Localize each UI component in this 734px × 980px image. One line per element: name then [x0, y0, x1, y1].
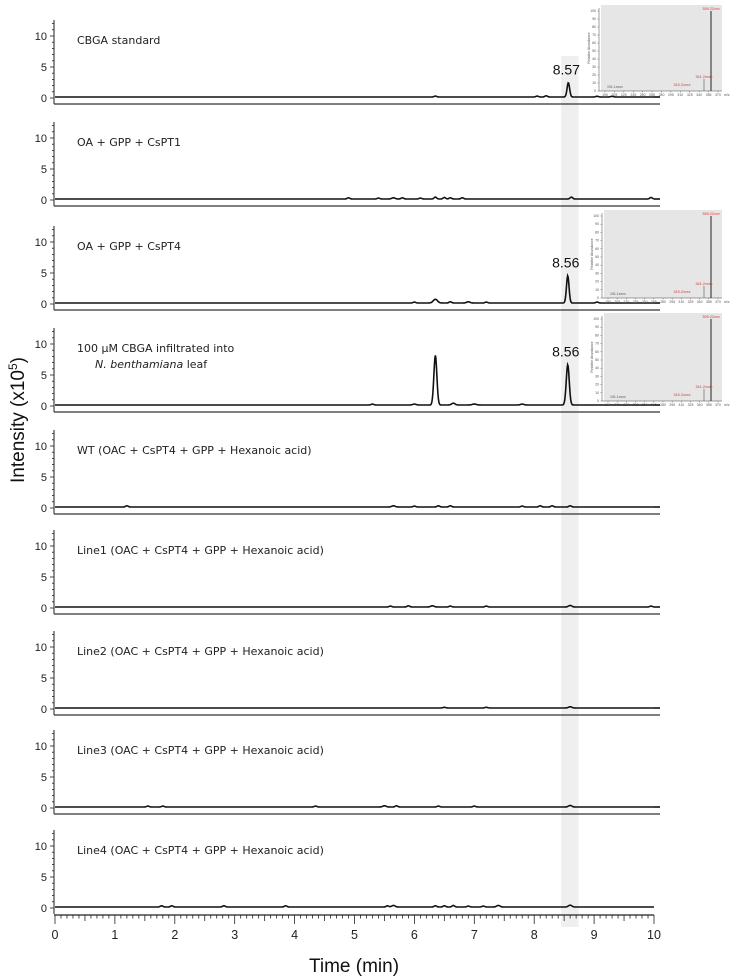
x-tick-label: 8: [530, 928, 538, 942]
peak-retention-label: 8.57: [552, 61, 580, 78]
inset-x-tick-label: 295: [667, 93, 674, 97]
inset-y-tick-label: 90: [595, 222, 599, 227]
y-tick-label: 5: [40, 872, 47, 884]
y-tick-label: 0: [40, 603, 47, 615]
inset-x-tick-label: 340: [696, 300, 703, 304]
inset-x-tick-label: 235: [632, 300, 639, 304]
inset-x-tick-label: 325: [687, 300, 694, 304]
inset-x-tick-label: 265: [650, 403, 657, 407]
inset-y-tick-label: 40: [595, 263, 599, 268]
inset-secondary-peak-label: 341.2xxxx: [695, 282, 713, 286]
x-tick-label: 7: [470, 928, 478, 942]
peak-retention-label: 8.56: [552, 254, 580, 271]
inset-x-tick-label: 310: [678, 403, 685, 407]
inset-x-tick-label: 220: [623, 403, 630, 407]
peak-retention-label: 8.56: [552, 343, 580, 360]
inset-y-tick-label: 10: [595, 287, 599, 292]
y-tick-label: 0: [40, 195, 47, 207]
chromatogram-panels: [35, 5, 730, 915]
inset-x-tick-label: 190: [602, 93, 608, 97]
y-tick-label: 0: [40, 401, 47, 413]
x-tick-label: 9: [590, 928, 598, 942]
inset-y-tick-label: 70: [595, 341, 599, 346]
inset-x-tick-label: 265: [650, 300, 657, 304]
y-tick-label: 10: [34, 237, 47, 249]
y-tick-label: 10: [34, 133, 47, 145]
inset-x-tick-label: 250: [639, 93, 646, 97]
inset-x-tick-label: 325: [687, 403, 694, 407]
inset-x-tick-label: 295: [669, 403, 676, 407]
y-tick-label: 10: [34, 31, 47, 43]
y-tick-label: 5: [40, 772, 47, 784]
x-tick-label: 5: [351, 928, 358, 942]
inset-y-tick-label: 60: [595, 246, 599, 251]
inset-x-tick-label: 190: [605, 300, 611, 304]
inset-x-tick-label: 355: [705, 300, 712, 304]
panel-1: [35, 20, 660, 105]
x-tick-label: 0: [51, 928, 59, 942]
inset-y-axis-title: Relative Abundance: [590, 238, 594, 270]
inset-x-tick-label: 340: [696, 93, 703, 97]
y-tick-label: 5: [40, 62, 47, 74]
inset-y-axis-title: Relative Abundance: [587, 32, 591, 64]
y-tick-label: 10: [34, 339, 47, 351]
y-tick-label: 5: [40, 572, 47, 584]
sample-label: Line1 (OAC + CsPT4 + GPP + Hexanoic acid): [77, 544, 324, 557]
sample-label-line2: N. benthamiana leaf: [95, 358, 208, 371]
sample-label: Line3 (OAC + CsPT4 + GPP + Hexanoic acid): [77, 744, 324, 757]
inset-y-tick-label: 60: [592, 41, 596, 45]
inset-y-tick-label: 0: [597, 296, 599, 300]
inset-y-tick-label: 60: [595, 349, 599, 354]
inset-secondary-peak-label: 341.2xxxx: [695, 75, 713, 79]
inset-x-tick-label: 310: [677, 93, 684, 97]
y-tick-label: 5: [40, 472, 47, 484]
inset-x-tick-label: 370: [715, 93, 721, 97]
inset-y-tick-label: 70: [592, 33, 596, 37]
inset-main-peak-label: 359.22xxx: [702, 315, 720, 319]
inset-y-tick-label: 100: [593, 214, 599, 218]
inset-low-mass-label: 191.1xxxx: [607, 85, 623, 89]
inset-x-tick-label: 250: [641, 300, 648, 304]
sample-label: WT (OAC + CsPT4 + GPP + Hexanoic acid): [77, 444, 312, 457]
inset-x-tick-label: 370: [715, 403, 721, 407]
inset-y-tick-label: 80: [592, 25, 596, 29]
inset-y-tick-label: 70: [595, 238, 599, 243]
inset-y-tick-label: 100: [590, 9, 596, 13]
sample-label: CBGA standard: [77, 34, 161, 47]
inset-y-tick-label: 90: [595, 325, 599, 330]
y-tick-label: 10: [34, 841, 47, 853]
y-tick-label: 0: [40, 903, 47, 915]
inset-x-tick-label: 355: [705, 93, 712, 97]
y-tick-label: 0: [40, 93, 47, 105]
y-tick-label: 10: [34, 741, 47, 753]
inset-x-tick-label: 220: [623, 300, 630, 304]
inset-x-tick-label: 235: [632, 403, 639, 407]
inset-y-tick-label: 80: [595, 230, 599, 235]
y-tick-label: 5: [40, 164, 47, 176]
inset-y-tick-label: 50: [595, 358, 599, 362]
inset-main-peak-label: 359.22xxx: [702, 7, 720, 11]
inset-y-tick-label: 10: [595, 390, 599, 395]
ms-spectrum-inset-3: [590, 313, 730, 407]
inset-y-tick-label: 40: [595, 366, 599, 371]
inset-x-tick-label: 205: [614, 300, 621, 304]
x-tick-label: 10: [647, 928, 661, 942]
inset-x-tick-label: 250: [641, 403, 648, 407]
inset-y-tick-label: 30: [595, 374, 599, 379]
inset-x-axis-title: m/z: [724, 300, 730, 304]
inset-x-tick-label: 220: [620, 93, 627, 97]
highlight-band: [561, 56, 578, 927]
sample-label: Line4 (OAC + CsPT4 + GPP + Hexanoic acid): [77, 844, 324, 857]
inset-y-tick-label: 80: [595, 333, 599, 338]
inset-x-tick-label: 280: [660, 300, 666, 304]
y-tick-label: 10: [34, 541, 47, 553]
retention-time-band: [561, 56, 578, 927]
inset-x-tick-label: 295: [669, 300, 676, 304]
y-tick-label: 0: [40, 503, 47, 515]
panel-9: [35, 830, 654, 915]
inset-x-tick-label: 310: [678, 300, 685, 304]
inset-y-tick-label: 20: [592, 73, 596, 77]
y-tick-label: 5: [40, 268, 47, 280]
sample-label: OA + GPP + CsPT4: [77, 240, 181, 253]
inset-y-tick-label: 50: [592, 49, 596, 53]
y-tick-label: 0: [40, 803, 47, 815]
inset-x-axis-title: m/z: [724, 403, 730, 407]
inset-x-tick-label: 340: [696, 403, 703, 407]
sample-label: Line2 (OAC + CsPT4 + GPP + Hexanoic acid): [77, 645, 324, 658]
inset-y-tick-label: 20: [595, 382, 599, 387]
x-tick-label: 2: [171, 928, 179, 942]
y-tick-label: 10: [34, 642, 47, 654]
inset-y-axis-title: Relative Abundance: [590, 341, 594, 373]
inset-x-axis-title: m/z: [724, 93, 730, 97]
y-axis-title: Intensity $(x10^5)$: [6, 356, 29, 484]
inset-y-tick-label: 100: [593, 317, 599, 321]
inset-tertiary-peak-label: 315.2xxxx: [673, 393, 691, 397]
y-tick-label: 5: [40, 673, 47, 685]
sample-label: OA + GPP + CsPT1: [77, 136, 181, 149]
inset-y-tick-label: 90: [592, 17, 596, 21]
inset-x-tick-label: 235: [630, 93, 637, 97]
x-tick-label: 4: [291, 928, 299, 942]
x-tick-label: 6: [410, 928, 418, 942]
inset-x-tick-label: 265: [649, 93, 656, 97]
x-axis-title: Time (min): [308, 956, 400, 977]
ms-spectrum-inset-1: [587, 5, 730, 97]
inset-x-tick-label: 190: [605, 403, 611, 407]
inset-low-mass-label: 191.1xxxx: [610, 292, 626, 296]
inset-x-tick-label: 370: [715, 300, 721, 304]
inset-x-tick-label: 355: [705, 403, 712, 407]
inset-y-tick-label: 30: [592, 65, 596, 69]
inset-low-mass-label: 191.1xxxx: [610, 395, 626, 399]
inset-x-tick-label: 205: [611, 93, 618, 97]
inset-x-tick-label: 280: [660, 403, 666, 407]
inset-x-tick-label: 280: [658, 93, 665, 97]
inset-y-tick-label: 0: [597, 399, 599, 403]
inset-tertiary-peak-label: 315.2xxxx: [673, 290, 691, 294]
y-tick-label: 10: [34, 441, 47, 453]
x-tick-label: 1: [111, 928, 119, 942]
inset-y-tick-label: 30: [595, 271, 599, 276]
inset-main-peak-label: 359.22xxx: [702, 212, 720, 216]
y-tick-label: 0: [40, 704, 47, 716]
y-tick-label: 0: [40, 299, 47, 311]
inset-secondary-peak-label: 341.2xxxx: [695, 385, 713, 389]
inset-y-tick-label: 10: [592, 81, 596, 85]
inset-y-tick-label: 0: [594, 89, 596, 93]
inset-tertiary-peak-label: 315.2xxxx: [673, 83, 691, 87]
sample-label: 100 µM CBGA infiltrated into: [77, 342, 235, 355]
inset-x-tick-label: 205: [614, 403, 621, 407]
inset-y-tick-label: 50: [595, 255, 599, 259]
inset-y-tick-label: 20: [595, 279, 599, 284]
inset-x-tick-label: 325: [686, 93, 693, 97]
inset-y-tick-label: 40: [592, 57, 596, 61]
y-tick-label: 5: [40, 370, 47, 382]
x-tick-label: 3: [231, 928, 239, 942]
ms-spectrum-inset-2: [590, 210, 730, 304]
